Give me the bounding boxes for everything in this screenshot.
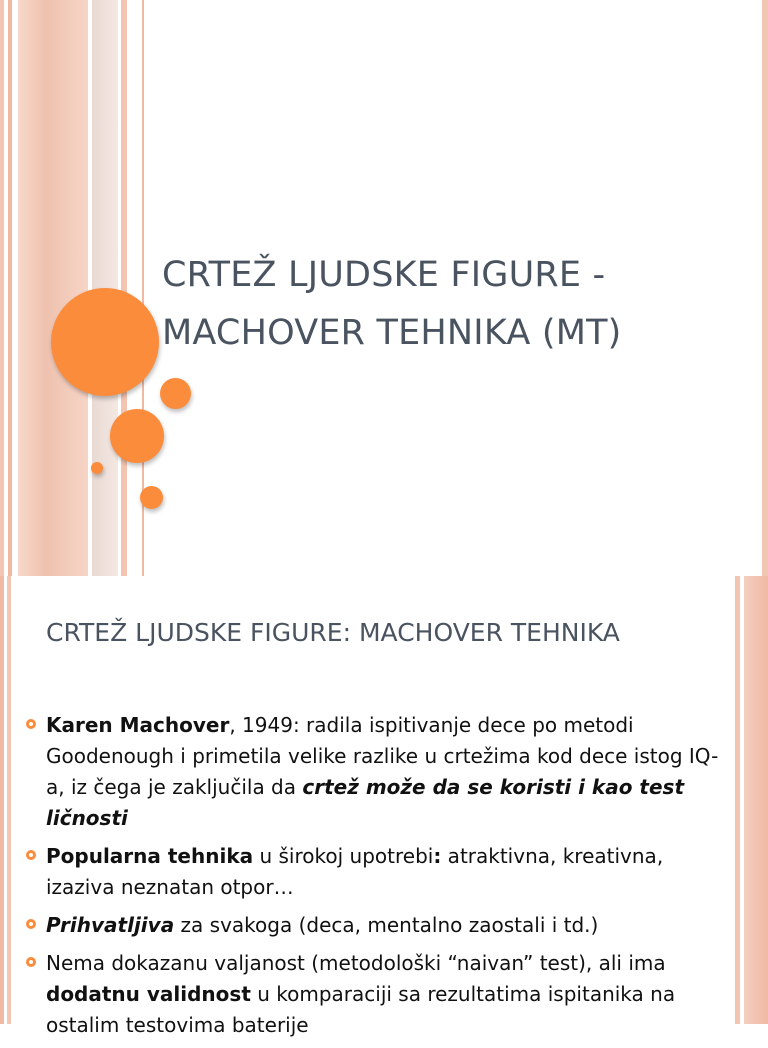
bold-italic-text: Prihvatljiva — [46, 913, 175, 937]
slide-title-line: MACHOVER TEHNIKA (MT) — [162, 313, 622, 353]
decor-circle — [140, 486, 163, 509]
bold-text: Karen Machover — [46, 713, 230, 737]
body-text: Nema dokazanu valjanost (metodološki “naivan” test), ali ima — [46, 951, 666, 975]
bullet-list — [26, 710, 726, 1048]
decor-circle — [160, 378, 191, 409]
decor-circle — [51, 288, 159, 396]
slide-title-line: CRTEŽ LJUDSKE FIGURE - — [162, 255, 606, 295]
bold-text: : — [433, 844, 442, 868]
decor-band — [744, 576, 768, 1024]
body-text: u širokoj upotrebi — [253, 844, 434, 868]
bold-text: dodatnu validnost — [46, 982, 251, 1006]
decor-band — [8, 0, 12, 576]
ring-bullet-icon — [26, 719, 36, 729]
slide-heading: CRTEŽ LJUDSKE FIGURE: MACHOVER TEHNIKA — [46, 618, 620, 647]
body-text: , 1949: radila ispitivanje dece po metodi Goodenough i primetila velike razlike u crtežima kod dece istog IQ-a, iz čega je zaključila da — [46, 713, 719, 799]
ring-bullet-icon — [26, 919, 36, 929]
bold-text: Popularna tehnika — [46, 844, 254, 868]
bold-italic-text: crtež može da se koristi i kao test ličnosti — [46, 775, 685, 830]
list-item — [26, 948, 726, 1041]
decor-band — [735, 576, 740, 1024]
decor-band — [0, 576, 4, 1024]
list-item — [26, 710, 726, 834]
decor-circle — [91, 462, 103, 474]
list-item — [26, 841, 726, 903]
body-text: za svakoga (deca, mentalno zaostali i td.) — [174, 913, 599, 937]
decor-band — [121, 0, 127, 576]
decor-band — [0, 0, 4, 576]
decor-band — [18, 0, 88, 576]
body-text: u komparaciji sa rezultatima ispitanika na ostalim testovima baterije — [46, 982, 676, 1037]
list-item — [26, 910, 726, 941]
ring-bullet-icon — [26, 957, 36, 967]
decor-band — [762, 0, 768, 576]
slide-title — [162, 246, 742, 362]
body-text: atraktivna, kreativna, izaziva neznatan otpor… — [46, 844, 664, 899]
decor-circle — [110, 409, 164, 463]
decor-band — [7, 576, 11, 1024]
ring-bullet-icon — [26, 850, 36, 860]
